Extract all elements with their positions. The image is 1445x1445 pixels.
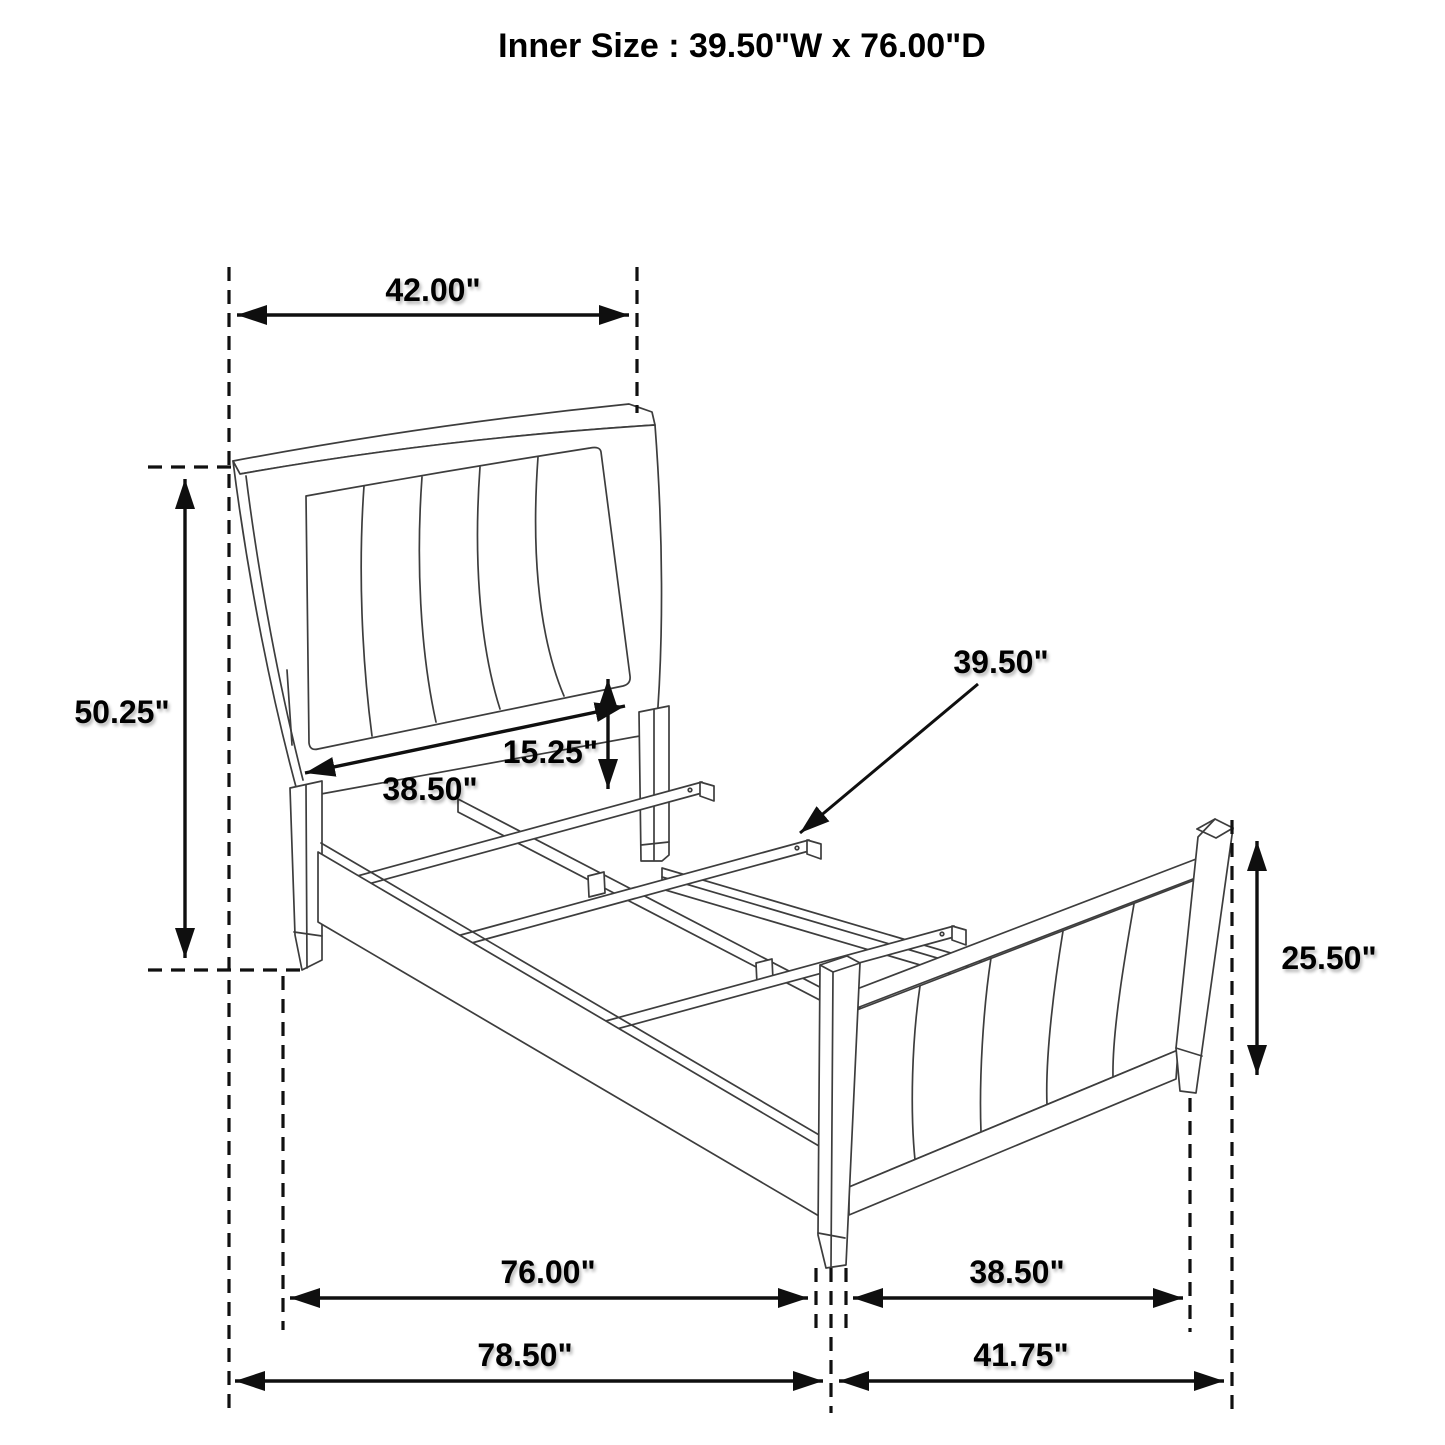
dimension-headboard-width	[237, 272, 629, 315]
slat-2	[457, 840, 821, 947]
footboard-width-label: 41.75"	[973, 1337, 1069, 1373]
near-side-rail-edge	[321, 843, 838, 1146]
diagram-title: Inner Size : 39.50"W x 76.00"D	[498, 27, 986, 65]
dimension-annotations	[74, 27, 1376, 1415]
headboard-height-label: 50.25"	[74, 694, 170, 730]
inner-length-label: 76.00"	[500, 1254, 596, 1290]
footboard-left-post	[818, 956, 860, 1268]
overall-length-label: 78.50"	[477, 1337, 573, 1373]
slat-inner-width-label: 39.50"	[953, 644, 1049, 680]
dimension-slat-inner-width	[800, 644, 1049, 833]
footboard-panel-width-label: 38.50"	[969, 1254, 1065, 1290]
dimension-footboard-width	[839, 1337, 1224, 1381]
footboard-drawing	[818, 819, 1233, 1268]
bed-line-drawing	[233, 404, 1233, 1268]
dimension-footboard-height	[1257, 841, 1377, 1075]
headboard-rail-height-label: 15.25"	[502, 734, 598, 770]
headboard-panel-width-label: 38.50"	[382, 771, 478, 807]
footboard-height-label: 25.50"	[1281, 940, 1377, 976]
dimension-headboard-height	[74, 479, 185, 958]
center-rail-foot	[588, 872, 605, 897]
headboard-width-label: 42.00"	[385, 272, 481, 308]
dimension-inner-length	[290, 1254, 808, 1298]
headboard-left-leg-edge	[306, 785, 307, 968]
dimension-footboard-panel-width	[853, 1254, 1183, 1298]
dimension-overall-length	[235, 1337, 823, 1381]
